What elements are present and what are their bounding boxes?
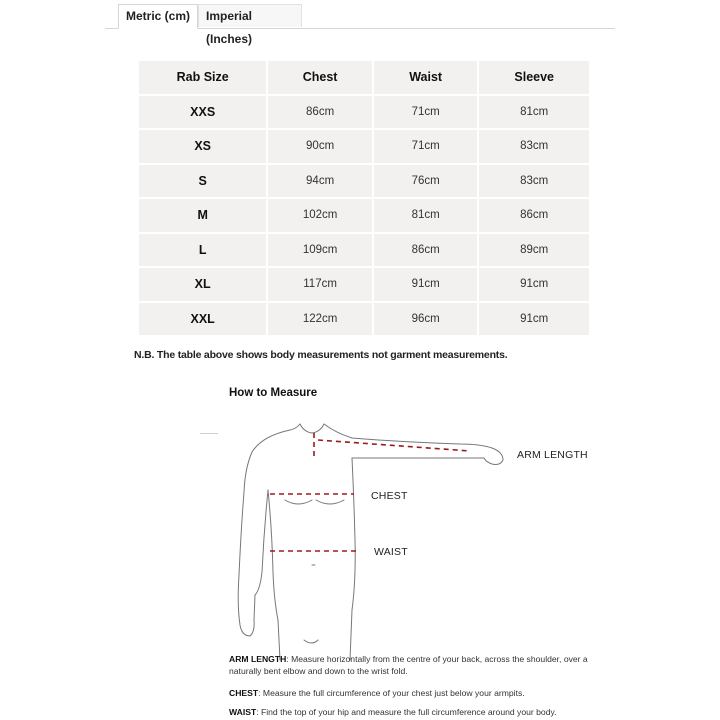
chest-label: CHEST bbox=[371, 490, 408, 502]
divider bbox=[200, 433, 218, 434]
table-row bbox=[139, 199, 589, 232]
description-text: : Find the top of your hip and measure the full circumference around your body. bbox=[256, 707, 557, 717]
sleeve-cell: 91cm bbox=[479, 268, 589, 301]
table-header-row bbox=[139, 61, 589, 94]
header-chest: Chest bbox=[268, 61, 372, 94]
arm-length-description bbox=[229, 653, 599, 677]
waist-cell: 76cm bbox=[374, 165, 478, 198]
size-cell: XL bbox=[139, 268, 266, 301]
waist-cell: 91cm bbox=[374, 268, 478, 301]
chest-cell: 94cm bbox=[268, 165, 372, 198]
tab-imperial[interactable]: Imperial (Inches) bbox=[198, 4, 302, 27]
size-cell: XS bbox=[139, 130, 266, 163]
size-cell: S bbox=[139, 165, 266, 198]
chest-cell: 117cm bbox=[268, 268, 372, 301]
sleeve-cell: 83cm bbox=[479, 130, 589, 163]
table-row bbox=[139, 165, 589, 198]
table-row bbox=[139, 303, 589, 336]
size-chart-table bbox=[137, 59, 591, 337]
header-sleeve: Sleeve bbox=[479, 61, 589, 94]
how-to-measure-title: How to Measure bbox=[229, 387, 318, 399]
unit-tabs bbox=[105, 4, 615, 46]
sleeve-cell: 91cm bbox=[479, 303, 589, 336]
size-cell: XXL bbox=[139, 303, 266, 336]
waist-cell: 81cm bbox=[374, 199, 478, 232]
header-waist: Waist bbox=[374, 61, 478, 94]
chest-cell: 122cm bbox=[268, 303, 372, 336]
chest-cell: 90cm bbox=[268, 130, 372, 163]
waist-description bbox=[229, 706, 599, 718]
term-label: WAIST bbox=[229, 707, 257, 717]
description-text: : Measure the full circumference of your chest just below your armpits. bbox=[258, 688, 525, 698]
term-label: CHEST bbox=[229, 688, 259, 698]
measurement-note: N.B. The table above shows body measurements not garment measurements. bbox=[134, 349, 508, 361]
arm-length-label: ARM LENGTH bbox=[517, 449, 588, 461]
chest-cell: 86cm bbox=[268, 96, 372, 129]
header-rab-size: Rab Size bbox=[139, 61, 266, 94]
body-outline bbox=[238, 424, 503, 660]
waist-cell: 71cm bbox=[374, 130, 478, 163]
size-cell: M bbox=[139, 199, 266, 232]
size-cell: XXS bbox=[139, 96, 266, 129]
table-row bbox=[139, 268, 589, 301]
waist-cell: 86cm bbox=[374, 234, 478, 267]
chest-cell: 102cm bbox=[268, 199, 372, 232]
waist-label: WAIST bbox=[374, 546, 408, 558]
description-text: : Measure horizontally from the centre of your back, across the shoulder, over a naturally bent elbow and down to the wrist fold. bbox=[229, 654, 588, 676]
chest-cell: 109cm bbox=[268, 234, 372, 267]
sleeve-cell: 83cm bbox=[479, 165, 589, 198]
table-row bbox=[139, 130, 589, 163]
chest-description bbox=[229, 687, 599, 699]
tab-metric[interactable]: Metric (cm) bbox=[118, 4, 198, 29]
table-row bbox=[139, 234, 589, 267]
sleeve-cell: 86cm bbox=[479, 199, 589, 232]
arm-measure-line bbox=[318, 440, 470, 451]
term-label: ARM LENGTH bbox=[229, 654, 287, 664]
measure-lines bbox=[270, 433, 470, 551]
table-row bbox=[139, 96, 589, 129]
sleeve-cell: 89cm bbox=[479, 234, 589, 267]
sleeve-cell: 81cm bbox=[479, 96, 589, 129]
size-cell: L bbox=[139, 234, 266, 267]
waist-cell: 96cm bbox=[374, 303, 478, 336]
waist-cell: 71cm bbox=[374, 96, 478, 129]
